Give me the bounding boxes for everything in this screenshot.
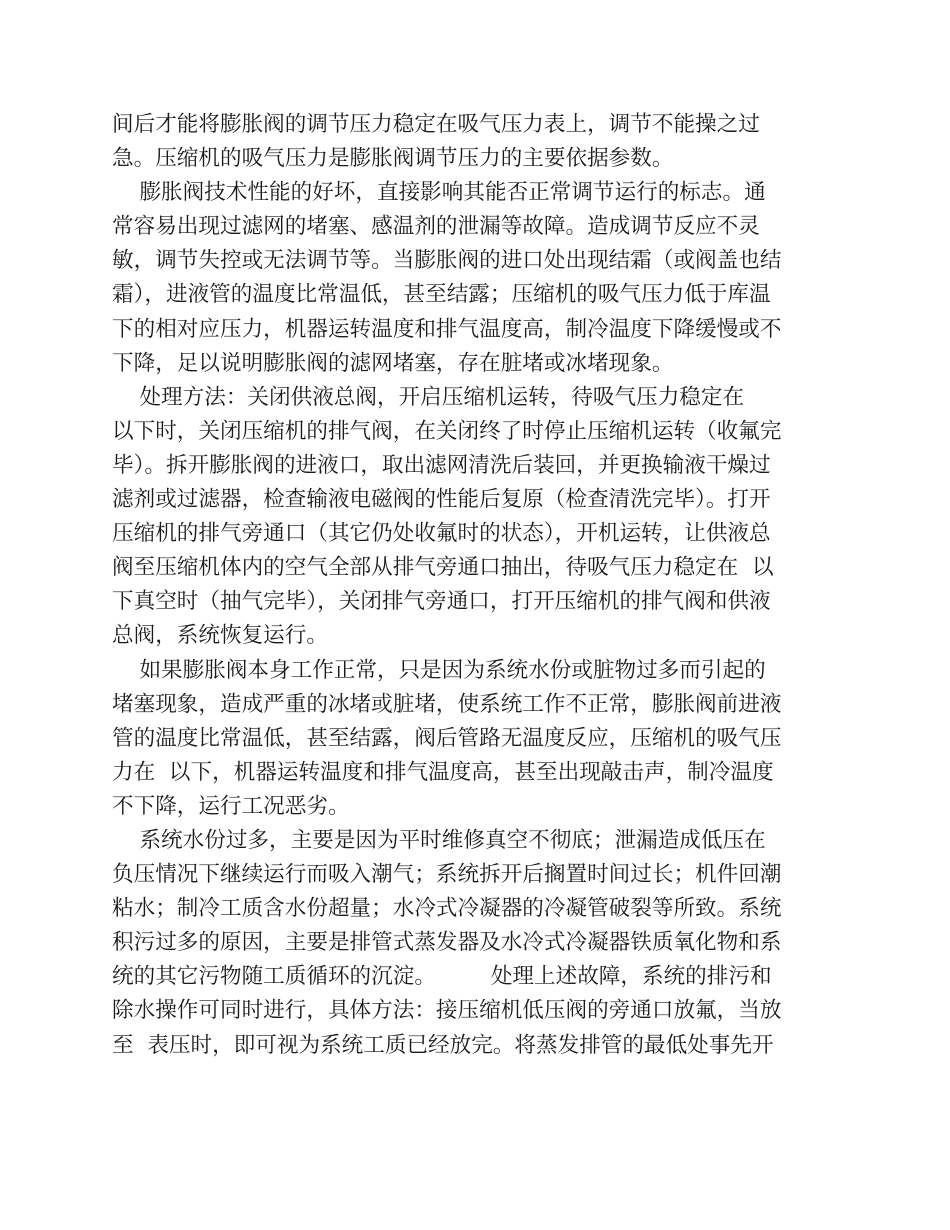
body-text [112, 108, 842, 1063]
text-line: 常容易出现过滤网的堵塞、感温剂的泄漏等故障。造成调节反应不灵 [112, 214, 760, 240]
text-line: 滤剂或过滤器，检查输液电磁阀的性能后复原（检查清洗完毕）。打开 [112, 487, 771, 513]
text-line: 霜），进液管的温度比常温低，甚至结露；压缩机的吸气压力低于库温 [112, 282, 771, 308]
text-line: 不下降，运行工况恶劣。 [112, 793, 350, 819]
text-line: 统的其它污物随工质循环的沉淀。 处理上述故障，系统的排污和 [112, 964, 772, 990]
text-line: 以下时，关闭压缩机的排气阀，在关闭终了时停止压缩机运转（收氟完 [112, 418, 782, 444]
text-line: 管的温度比常温低，甚至结露，阀后管路无温度反应，压缩机的吸气压 [112, 725, 782, 751]
text-line: 急。压缩机的吸气压力是膨胀阀调节压力的主要依据参数。 [112, 146, 674, 172]
text-line: 除水操作可同时进行，具体方法：接压缩机低压阀的旁通口放氟，当放 [112, 998, 782, 1024]
text-line: 力在 以下，机器运转温度和排气温度高，甚至出现敲击声，制冷温度 [112, 759, 774, 785]
text-line: 系统水份过多，主要是因为平时维修真空不彻底；泄漏造成低压在 [112, 827, 766, 853]
text-line: 毕）。拆开膨胀阀的进液口，取出滤网清洗后装回，并更换输液干燥过 [112, 452, 771, 478]
text-line: 阀至压缩机体内的空气全部从排气旁通口抽出，待吸气压力稳定在 以 [112, 555, 774, 581]
text-line: 膨胀阀技术性能的好坏，直接影响其能否正常调节运行的标志。通 [112, 180, 766, 206]
text-line: 压缩机的排气旁通口（其它仍处收氟时的状态），开机运转，让供液总 [112, 521, 771, 547]
text-line: 下真空时（抽气完毕），关闭排气旁通口，打开压缩机的排气阀和供液 [112, 589, 771, 615]
text-line: 下的相对应压力，机器运转温度和排气温度高，制冷温度下降缓慢或不 [112, 316, 782, 342]
text-line: 处理方法：关闭供液总阀，开启压缩机运转，待吸气压力稳定在 [112, 384, 745, 410]
text-line: 间后才能将膨胀阀的调节压力稳定在吸气压力表上，调节不能操之过 [112, 112, 760, 137]
text-line: 如果膨胀阀本身工作正常，只是因为系统水份或脏物过多而引起的 [112, 657, 766, 683]
text-line: 总阀，系统恢复运行。 [112, 623, 328, 649]
text-line: 负压情况下继续运行而吸入潮气；系统拆开后搁置时间过长；机件回潮 [112, 862, 782, 888]
text-line: 粘水；制冷工质含水份超量；水冷式冷凝器的冷凝管破裂等所致。系统 [112, 896, 782, 922]
text-line: 堵塞现象，造成严重的冰堵或脏堵，使系统工作不正常，膨胀阀前进液 [112, 691, 782, 717]
text-line: 下降，足以说明膨胀阀的滤网堵塞，存在脏堵或冰堵现象。 [112, 350, 674, 376]
text-line: 积污过多的原因，主要是排管式蒸发器及水冷式冷凝器铁质氧化物和系 [112, 930, 782, 956]
text-line: 敏，调节失控或无法调节等。当膨胀阀的进口处出现结霜（或阀盖也结 [112, 248, 782, 274]
text-line: 至 表压时，即可视为系统工质已经放完。将蒸发排管的最低处事先开 [112, 1032, 774, 1058]
